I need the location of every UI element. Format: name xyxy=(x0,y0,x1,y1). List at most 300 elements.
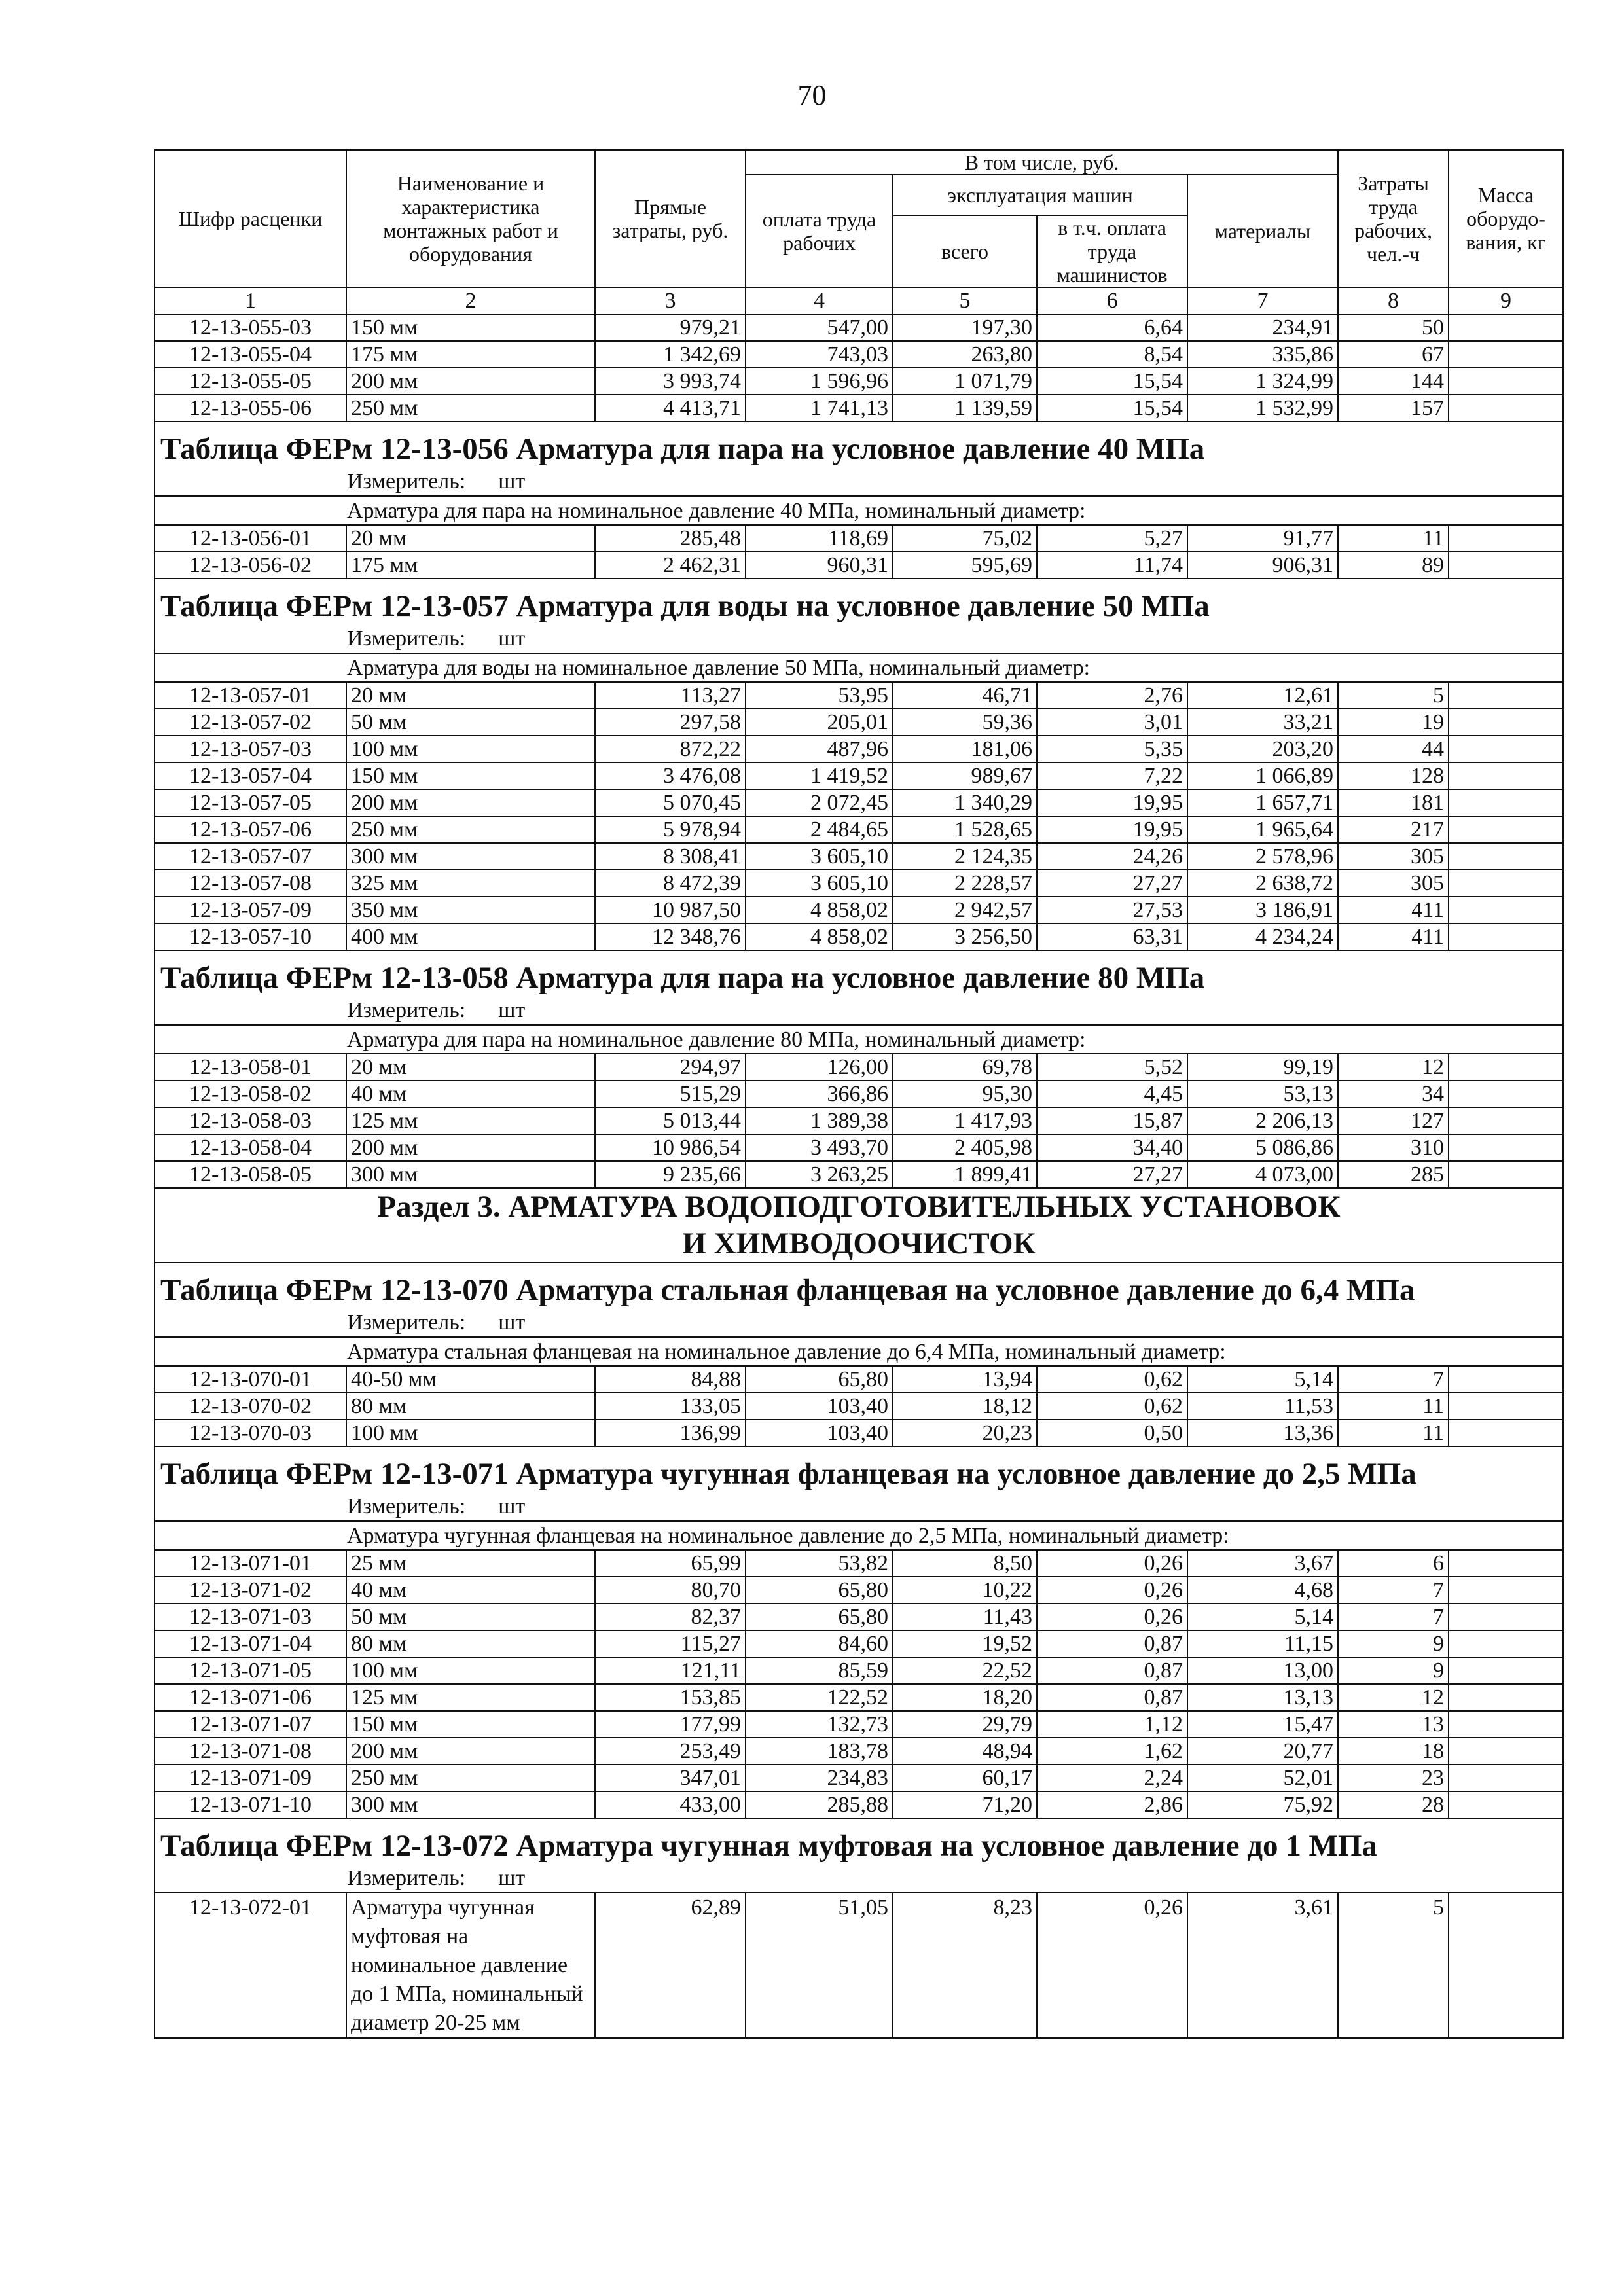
cell-code: 12-13-057-03 xyxy=(154,736,346,762)
table-title-row xyxy=(154,1446,1563,1492)
cell-mass xyxy=(1449,1577,1563,1604)
table-row xyxy=(154,341,1563,368)
cell-labor-hours: 12 xyxy=(1338,1684,1449,1711)
cell-labor-pay: 122,52 xyxy=(746,1684,893,1711)
measure-row xyxy=(154,467,1563,496)
cell-materials: 13,36 xyxy=(1187,1420,1338,1446)
cell-labor-pay: 118,69 xyxy=(746,525,893,552)
cell-machinist-pay: 3,01 xyxy=(1037,709,1187,736)
cell-labor-pay: 65,80 xyxy=(746,1366,893,1393)
price-table-sheet xyxy=(154,149,1546,2039)
cell-direct-costs: 153,85 xyxy=(595,1684,746,1711)
cell-labor-pay: 285,88 xyxy=(746,1791,893,1818)
measure-label: Измеритель: xyxy=(347,1866,466,1890)
column-number: 3 xyxy=(595,287,746,314)
cell-direct-costs: 4 413,71 xyxy=(595,395,746,422)
cell-labor-pay: 126,00 xyxy=(746,1054,893,1081)
cell-name: 200 мм xyxy=(346,368,595,395)
cell-labor-pay: 4 858,02 xyxy=(746,897,893,924)
table-row xyxy=(154,1765,1563,1791)
cell-code: 12-13-072-01 xyxy=(154,1893,346,2038)
subheader: Арматура для пара на номинальное давление 40 МПа, номинальный диаметр: xyxy=(154,496,1563,525)
subheader: Арматура чугунная фланцевая на номинальное давление до 2,5 МПа, номинальный диаметр: xyxy=(154,1521,1563,1550)
cell-materials: 11,15 xyxy=(1187,1630,1338,1657)
table-row xyxy=(154,789,1563,816)
cell-labor-hours: 144 xyxy=(1338,368,1449,395)
cell-machines-total: 1 417,93 xyxy=(893,1107,1037,1134)
cell-labor-hours: 310 xyxy=(1338,1134,1449,1161)
table-row xyxy=(154,1604,1563,1630)
cell-materials: 4 234,24 xyxy=(1187,924,1338,950)
cell-machines-total: 197,30 xyxy=(893,314,1037,341)
cell-labor-hours: 305 xyxy=(1338,843,1449,870)
cell-machines-total: 1 071,79 xyxy=(893,368,1037,395)
cell-mass xyxy=(1449,1134,1563,1161)
cell-mass xyxy=(1449,816,1563,843)
cell-machines-total: 1 340,29 xyxy=(893,789,1037,816)
measure-row xyxy=(154,624,1563,653)
cell-machinist-pay: 0,62 xyxy=(1037,1366,1187,1393)
cell-labor-pay: 3 605,10 xyxy=(746,870,893,897)
cell-labor-pay: 366,86 xyxy=(746,1081,893,1107)
cell-code: 12-13-071-07 xyxy=(154,1711,346,1738)
cell-labor-hours: 7 xyxy=(1338,1577,1449,1604)
cell-code: 12-13-058-05 xyxy=(154,1161,346,1188)
cell-labor-pay: 234,83 xyxy=(746,1765,893,1791)
cell-labor-pay: 103,40 xyxy=(746,1420,893,1446)
cell-materials: 5 086,86 xyxy=(1187,1134,1338,1161)
cell-code: 12-13-070-03 xyxy=(154,1420,346,1446)
cell-name: 350 мм xyxy=(346,897,595,924)
cell-mass xyxy=(1449,1393,1563,1420)
cell-labor-hours: 28 xyxy=(1338,1791,1449,1818)
table-row xyxy=(154,314,1563,341)
cell-labor-hours: 9 xyxy=(1338,1657,1449,1684)
cell-labor-pay: 3 263,25 xyxy=(746,1161,893,1188)
price-table-body xyxy=(154,150,1563,2038)
cell-name: 325 мм xyxy=(346,870,595,897)
table-row xyxy=(154,736,1563,762)
table-row xyxy=(154,1161,1563,1188)
column-number: 1 xyxy=(154,287,346,314)
measure-label: Измеритель: xyxy=(347,626,466,651)
cell-direct-costs: 10 987,50 xyxy=(595,897,746,924)
cell-labor-hours: 411 xyxy=(1338,924,1449,950)
cell-labor-hours: 305 xyxy=(1338,870,1449,897)
cell-code: 12-13-056-01 xyxy=(154,525,346,552)
cell-materials: 5,14 xyxy=(1187,1604,1338,1630)
cell-labor-pay: 183,78 xyxy=(746,1738,893,1765)
table-title: Таблица ФЕРм 12-13-070 Арматура стальная фланцевая на условное давление до 6,4 МПа xyxy=(154,1263,1563,1308)
cell-labor-hours: 5 xyxy=(1338,1893,1449,2038)
cell-materials: 1 532,99 xyxy=(1187,395,1338,422)
table-row xyxy=(154,395,1563,422)
cell-code: 12-13-057-05 xyxy=(154,789,346,816)
cell-code: 12-13-055-03 xyxy=(154,314,346,341)
cell-machinist-pay: 0,87 xyxy=(1037,1684,1187,1711)
table-row xyxy=(154,1081,1563,1107)
header-direct-costs: Прямые затраты, руб. xyxy=(595,150,746,287)
cell-name: 150 мм xyxy=(346,1711,595,1738)
cell-direct-costs: 2 462,31 xyxy=(595,552,746,579)
cell-name: 20 мм xyxy=(346,1054,595,1081)
subheader-row xyxy=(154,1025,1563,1054)
cell-name: 125 мм xyxy=(346,1107,595,1134)
table-row xyxy=(154,1630,1563,1657)
cell-labor-pay: 53,82 xyxy=(746,1550,893,1577)
measure-value: шт xyxy=(498,626,526,651)
cell-labor-pay: 85,59 xyxy=(746,1657,893,1684)
cell-mass xyxy=(1449,1657,1563,1684)
cell-code: 12-13-070-01 xyxy=(154,1366,346,1393)
cell-mass xyxy=(1449,1738,1563,1765)
cell-mass xyxy=(1449,1684,1563,1711)
cell-name: 250 мм xyxy=(346,395,595,422)
measure-value: шт xyxy=(498,1494,526,1518)
cell-direct-costs: 294,97 xyxy=(595,1054,746,1081)
table-row xyxy=(154,762,1563,789)
table-row xyxy=(154,368,1563,395)
cell-name: 200 мм xyxy=(346,1738,595,1765)
cell-labor-hours: 127 xyxy=(1338,1107,1449,1134)
cell-materials: 91,77 xyxy=(1187,525,1338,552)
cell-labor-hours: 44 xyxy=(1338,736,1449,762)
cell-name: 200 мм xyxy=(346,789,595,816)
cell-machinist-pay: 1,62 xyxy=(1037,1738,1187,1765)
cell-name: 150 мм xyxy=(346,762,595,789)
table-row xyxy=(154,682,1563,709)
cell-materials: 1 324,99 xyxy=(1187,368,1338,395)
table-title: Таблица ФЕРм 12-13-058 Арматура для пара на условное давление 80 МПа xyxy=(154,950,1563,996)
table-row xyxy=(154,870,1563,897)
cell-materials: 99,19 xyxy=(1187,1054,1338,1081)
section-title: Раздел 3. АРМАТУРА ВОДОПОДГОТОВИТЕЛЬНЫХ УСТАНОВОК И ХИМВОДООЧИСТОК xyxy=(154,1188,1563,1263)
table-title-row xyxy=(154,1263,1563,1308)
cell-mass xyxy=(1449,1161,1563,1188)
cell-materials: 20,77 xyxy=(1187,1738,1338,1765)
table-row xyxy=(154,709,1563,736)
cell-labor-pay: 3 605,10 xyxy=(746,843,893,870)
cell-direct-costs: 12 348,76 xyxy=(595,924,746,950)
cell-code: 12-13-058-04 xyxy=(154,1134,346,1161)
cell-machinist-pay: 2,76 xyxy=(1037,682,1187,709)
cell-name: 300 мм xyxy=(346,1791,595,1818)
cell-direct-costs: 121,11 xyxy=(595,1657,746,1684)
header-machinist-pay: в т.ч. оплата труда машинистов xyxy=(1037,215,1187,287)
cell-name: 40 мм xyxy=(346,1577,595,1604)
cell-code: 12-13-071-09 xyxy=(154,1765,346,1791)
cell-code: 12-13-057-04 xyxy=(154,762,346,789)
table-row xyxy=(154,843,1563,870)
cell-machinist-pay: 0,62 xyxy=(1037,1393,1187,1420)
cell-labor-pay: 65,80 xyxy=(746,1577,893,1604)
header-row-1 xyxy=(154,150,1563,175)
cell-direct-costs: 115,27 xyxy=(595,1630,746,1657)
cell-labor-pay: 103,40 xyxy=(746,1393,893,1420)
cell-machines-total: 71,20 xyxy=(893,1791,1037,1818)
cell-materials: 335,86 xyxy=(1187,341,1338,368)
table-title-row xyxy=(154,950,1563,996)
cell-machinist-pay: 1,12 xyxy=(1037,1711,1187,1738)
cell-code: 12-13-071-02 xyxy=(154,1577,346,1604)
cell-materials: 11,53 xyxy=(1187,1393,1338,1420)
cell-machines-total: 11,43 xyxy=(893,1604,1037,1630)
cell-mass xyxy=(1449,1081,1563,1107)
cell-machines-total: 8,23 xyxy=(893,1893,1037,2038)
header-name: Наименование и характеристика монтажных работ и оборудования xyxy=(346,150,595,287)
cell-machines-total: 2 405,98 xyxy=(893,1134,1037,1161)
cell-direct-costs: 5 070,45 xyxy=(595,789,746,816)
cell-name: 175 мм xyxy=(346,341,595,368)
price-table xyxy=(154,149,1564,2039)
cell-labor-pay: 51,05 xyxy=(746,1893,893,2038)
cell-name: 100 мм xyxy=(346,1657,595,1684)
cell-machines-total: 1 139,59 xyxy=(893,395,1037,422)
cell-name: 80 мм xyxy=(346,1393,595,1420)
cell-labor-hours: 128 xyxy=(1338,762,1449,789)
table-row xyxy=(154,525,1563,552)
cell-machines-total: 60,17 xyxy=(893,1765,1037,1791)
cell-machines-total: 75,02 xyxy=(893,525,1037,552)
measure-label: Измеритель: xyxy=(347,469,466,493)
cell-machinist-pay: 0,26 xyxy=(1037,1604,1187,1630)
cell-machines-total: 18,12 xyxy=(893,1393,1037,1420)
cell-machinist-pay: 8,54 xyxy=(1037,341,1187,368)
cell-name: 300 мм xyxy=(346,1161,595,1188)
cell-machines-total: 46,71 xyxy=(893,682,1037,709)
cell-name: 175 мм xyxy=(346,552,595,579)
cell-mass xyxy=(1449,1054,1563,1081)
cell-labor-hours: 11 xyxy=(1338,525,1449,552)
cell-code: 12-13-071-08 xyxy=(154,1738,346,1765)
cell-name: 300 мм xyxy=(346,843,595,870)
cell-machines-total: 3 256,50 xyxy=(893,924,1037,950)
cell-direct-costs: 5 978,94 xyxy=(595,816,746,843)
cell-direct-costs: 133,05 xyxy=(595,1393,746,1420)
cell-mass xyxy=(1449,682,1563,709)
cell-labor-hours: 181 xyxy=(1338,789,1449,816)
cell-labor-pay: 53,95 xyxy=(746,682,893,709)
cell-name: 50 мм xyxy=(346,1604,595,1630)
cell-code: 12-13-058-01 xyxy=(154,1054,346,1081)
cell-mass xyxy=(1449,736,1563,762)
cell-direct-costs: 9 235,66 xyxy=(595,1161,746,1188)
cell-direct-costs: 62,89 xyxy=(595,1893,746,2038)
cell-materials: 4 073,00 xyxy=(1187,1161,1338,1188)
cell-materials: 13,00 xyxy=(1187,1657,1338,1684)
cell-mass xyxy=(1449,1107,1563,1134)
table-row xyxy=(154,1791,1563,1818)
cell-direct-costs: 80,70 xyxy=(595,1577,746,1604)
cell-labor-hours: 19 xyxy=(1338,709,1449,736)
measure-row xyxy=(154,1308,1563,1337)
table-title: Таблица ФЕРм 12-13-057 Арматура для воды на условное давление 50 МПа xyxy=(154,579,1563,624)
table-row xyxy=(154,552,1563,579)
measure-row xyxy=(154,1864,1563,1893)
cell-machinist-pay: 19,95 xyxy=(1037,816,1187,843)
cell-labor-hours: 67 xyxy=(1338,341,1449,368)
cell-machinist-pay: 7,22 xyxy=(1037,762,1187,789)
cell-materials: 5,14 xyxy=(1187,1366,1338,1393)
cell-name: 50 мм xyxy=(346,709,595,736)
cell-code: 12-13-055-05 xyxy=(154,368,346,395)
cell-machinist-pay: 15,54 xyxy=(1037,395,1187,422)
cell-machines-total: 10,22 xyxy=(893,1577,1037,1604)
column-number: 9 xyxy=(1449,287,1563,314)
cell-labor-pay: 65,80 xyxy=(746,1604,893,1630)
cell-machinist-pay: 63,31 xyxy=(1037,924,1187,950)
measure-label: Измеритель: xyxy=(347,1310,466,1335)
cell-labor-hours: 12 xyxy=(1338,1054,1449,1081)
measure-cell xyxy=(154,1492,1563,1521)
header-code: Шифр расценки xyxy=(154,150,346,287)
cell-labor-pay: 3 493,70 xyxy=(746,1134,893,1161)
cell-materials: 3,67 xyxy=(1187,1550,1338,1577)
table-row xyxy=(154,1684,1563,1711)
cell-mass xyxy=(1449,843,1563,870)
cell-machinist-pay: 15,87 xyxy=(1037,1107,1187,1134)
header-machines: эксплуатация машин xyxy=(893,175,1187,215)
cell-machines-total: 595,69 xyxy=(893,552,1037,579)
table-row xyxy=(154,1711,1563,1738)
cell-mass xyxy=(1449,395,1563,422)
cell-direct-costs: 979,21 xyxy=(595,314,746,341)
table-row xyxy=(154,1134,1563,1161)
header-including: В том числе, руб. xyxy=(746,150,1338,175)
cell-machines-total: 8,50 xyxy=(893,1550,1037,1577)
cell-labor-hours: 7 xyxy=(1338,1604,1449,1630)
cell-materials: 2 578,96 xyxy=(1187,843,1338,870)
cell-labor-hours: 11 xyxy=(1338,1393,1449,1420)
header-mass: Масса оборудо-вания, кг xyxy=(1449,150,1563,287)
cell-code: 12-13-057-08 xyxy=(154,870,346,897)
cell-machinist-pay: 5,35 xyxy=(1037,736,1187,762)
measure-cell xyxy=(154,467,1563,496)
table-row xyxy=(154,1107,1563,1134)
cell-labor-hours: 18 xyxy=(1338,1738,1449,1765)
table-title: Таблица ФЕРм 12-13-072 Арматура чугунная муфтовая на условное давление до 1 МПа xyxy=(154,1818,1563,1864)
cell-machinist-pay: 0,26 xyxy=(1037,1893,1187,2038)
cell-labor-hours: 34 xyxy=(1338,1081,1449,1107)
measure-cell xyxy=(154,1308,1563,1337)
cell-code: 12-13-057-06 xyxy=(154,816,346,843)
column-numbers-row xyxy=(154,287,1563,314)
cell-labor-hours: 7 xyxy=(1338,1366,1449,1393)
cell-machines-total: 1 528,65 xyxy=(893,816,1037,843)
cell-machines-total: 59,36 xyxy=(893,709,1037,736)
cell-code: 12-13-058-02 xyxy=(154,1081,346,1107)
cell-materials: 53,13 xyxy=(1187,1081,1338,1107)
cell-machinist-pay: 0,50 xyxy=(1037,1420,1187,1446)
column-number: 2 xyxy=(346,287,595,314)
cell-machines-total: 48,94 xyxy=(893,1738,1037,1765)
cell-labor-pay: 132,73 xyxy=(746,1711,893,1738)
table-row xyxy=(154,1366,1563,1393)
cell-mass xyxy=(1449,1765,1563,1791)
cell-code: 12-13-071-03 xyxy=(154,1604,346,1630)
cell-labor-hours: 13 xyxy=(1338,1711,1449,1738)
cell-mass xyxy=(1449,924,1563,950)
cell-name: 200 мм xyxy=(346,1134,595,1161)
cell-machines-total: 2 124,35 xyxy=(893,843,1037,870)
measure-value: шт xyxy=(498,1866,526,1890)
cell-materials: 234,91 xyxy=(1187,314,1338,341)
table-row xyxy=(154,1054,1563,1081)
cell-materials: 33,21 xyxy=(1187,709,1338,736)
cell-code: 12-13-071-04 xyxy=(154,1630,346,1657)
cell-code: 12-13-057-10 xyxy=(154,924,346,950)
cell-mass xyxy=(1449,314,1563,341)
cell-labor-pay: 547,00 xyxy=(746,314,893,341)
cell-labor-hours: 9 xyxy=(1338,1630,1449,1657)
cell-materials: 4,68 xyxy=(1187,1577,1338,1604)
cell-mass xyxy=(1449,1893,1563,2038)
cell-machinist-pay: 2,24 xyxy=(1037,1765,1187,1791)
table-row xyxy=(154,1893,1563,2038)
cell-code: 12-13-071-01 xyxy=(154,1550,346,1577)
cell-mass xyxy=(1449,1791,1563,1818)
cell-machinist-pay: 15,54 xyxy=(1037,368,1187,395)
cell-direct-costs: 297,58 xyxy=(595,709,746,736)
cell-machinist-pay: 4,45 xyxy=(1037,1081,1187,1107)
cell-direct-costs: 84,88 xyxy=(595,1366,746,1393)
header-labor-cost: Затраты труда рабочих, чел.-ч xyxy=(1338,150,1449,287)
cell-machines-total: 2 942,57 xyxy=(893,897,1037,924)
cell-code: 12-13-071-06 xyxy=(154,1684,346,1711)
cell-materials: 906,31 xyxy=(1187,552,1338,579)
cell-mass xyxy=(1449,1550,1563,1577)
measure-cell xyxy=(154,996,1563,1025)
cell-machines-total: 69,78 xyxy=(893,1054,1037,1081)
cell-mass xyxy=(1449,789,1563,816)
cell-labor-pay: 743,03 xyxy=(746,341,893,368)
cell-code: 12-13-056-02 xyxy=(154,552,346,579)
cell-mass xyxy=(1449,525,1563,552)
table-row xyxy=(154,1577,1563,1604)
table-row xyxy=(154,924,1563,950)
cell-materials: 2 206,13 xyxy=(1187,1107,1338,1134)
cell-labor-pay: 1 741,13 xyxy=(746,395,893,422)
cell-labor-hours: 411 xyxy=(1338,897,1449,924)
cell-direct-costs: 5 013,44 xyxy=(595,1107,746,1134)
cell-direct-costs: 253,49 xyxy=(595,1738,746,1765)
cell-labor-hours: 23 xyxy=(1338,1765,1449,1791)
cell-direct-costs: 113,27 xyxy=(595,682,746,709)
cell-machines-total: 95,30 xyxy=(893,1081,1037,1107)
cell-name: 40 мм xyxy=(346,1081,595,1107)
cell-name: 250 мм xyxy=(346,1765,595,1791)
cell-machines-total: 13,94 xyxy=(893,1366,1037,1393)
cell-mass xyxy=(1449,1604,1563,1630)
cell-machines-total: 20,23 xyxy=(893,1420,1037,1446)
cell-materials: 15,47 xyxy=(1187,1711,1338,1738)
cell-name: 20 мм xyxy=(346,525,595,552)
subheader-row xyxy=(154,496,1563,525)
cell-machinist-pay: 34,40 xyxy=(1037,1134,1187,1161)
cell-materials: 1 965,64 xyxy=(1187,816,1338,843)
cell-direct-costs: 1 342,69 xyxy=(595,341,746,368)
cell-labor-pay: 205,01 xyxy=(746,709,893,736)
cell-machines-total: 29,79 xyxy=(893,1711,1037,1738)
cell-labor-hours: 11 xyxy=(1338,1420,1449,1446)
table-row xyxy=(154,897,1563,924)
page-number: 70 xyxy=(797,79,827,111)
cell-labor-hours: 6 xyxy=(1338,1550,1449,1577)
measure-label: Измеритель: xyxy=(347,998,466,1022)
cell-direct-costs: 433,00 xyxy=(595,1791,746,1818)
cell-mass xyxy=(1449,897,1563,924)
cell-labor-pay: 487,96 xyxy=(746,736,893,762)
